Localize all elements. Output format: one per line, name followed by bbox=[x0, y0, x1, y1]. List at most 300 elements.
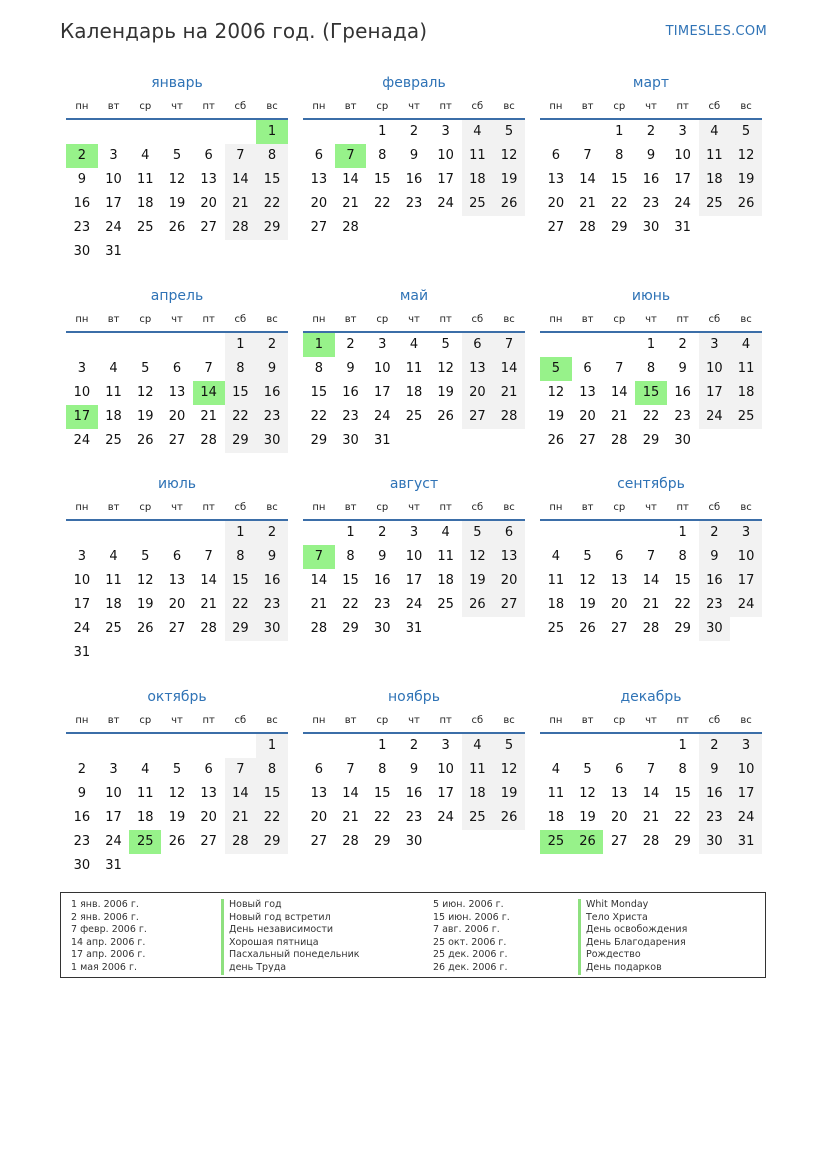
day-cell: 18 bbox=[547, 810, 565, 825]
month-1 bbox=[66, 72, 288, 264]
weekend-day: 12 bbox=[462, 545, 494, 569]
day-cell: 14 bbox=[642, 786, 660, 801]
weeks bbox=[540, 333, 762, 453]
week-row bbox=[303, 216, 525, 240]
day-cell: 16 bbox=[674, 385, 691, 400]
empty-cell bbox=[225, 120, 257, 144]
day-cell: 2 bbox=[409, 124, 419, 139]
weekday-label: чт bbox=[171, 502, 183, 513]
weekend-day: 26 bbox=[493, 806, 525, 830]
day-cell: 16 bbox=[342, 385, 359, 400]
weekend-day: 17 bbox=[699, 381, 731, 405]
day-cell: 8 bbox=[346, 549, 355, 564]
day-cell: 6 bbox=[615, 762, 624, 777]
weekend-day: 30 bbox=[256, 429, 288, 453]
day-cell: 29 bbox=[674, 621, 691, 636]
weekend-day: 18 bbox=[462, 168, 494, 192]
day-cell: 24 bbox=[437, 810, 454, 825]
weekend-day: 8 bbox=[225, 545, 257, 569]
empty-cell bbox=[193, 854, 225, 878]
day-cell: 22 bbox=[342, 597, 359, 612]
weekend-day: 25 bbox=[462, 192, 494, 216]
site-link[interactable]: TIMESLES.COM bbox=[665, 24, 767, 39]
empty-cell bbox=[161, 521, 193, 545]
weekend-day: 11 bbox=[462, 144, 494, 168]
empty-cell bbox=[462, 429, 494, 453]
weekend-day: 22 bbox=[256, 192, 288, 216]
day-cell: 24 bbox=[105, 834, 122, 849]
weekday-header bbox=[303, 497, 525, 521]
weekday-label: ср bbox=[139, 715, 152, 726]
empty-cell bbox=[161, 641, 193, 665]
day-cell: 22 bbox=[674, 597, 691, 612]
day-cell: 5 bbox=[172, 148, 182, 163]
weekend-day: 28 bbox=[493, 405, 525, 429]
day-cell: 19 bbox=[579, 810, 596, 825]
empty-cell bbox=[161, 120, 193, 144]
month-10 bbox=[66, 686, 288, 878]
day-cell: 20 bbox=[579, 409, 596, 424]
day-cell: 4 bbox=[409, 337, 419, 352]
day-cell: 3 bbox=[77, 549, 86, 564]
weekend-day: 13 bbox=[493, 545, 525, 569]
weekday-label: пн bbox=[312, 314, 326, 325]
day-cell: 6 bbox=[204, 762, 213, 777]
holiday-name: Whit Monday bbox=[578, 899, 687, 912]
holiday-day: 7 bbox=[335, 144, 367, 168]
empty-cell bbox=[161, 734, 193, 758]
empty-cell bbox=[98, 120, 130, 144]
weekend-day: 19 bbox=[730, 168, 762, 192]
day-cell: 23 bbox=[342, 409, 359, 424]
day-cell: 5 bbox=[441, 337, 450, 352]
day-cell: 27 bbox=[200, 834, 217, 849]
empty-cell bbox=[129, 333, 161, 357]
day-cell: 25 bbox=[136, 220, 154, 235]
empty-cell bbox=[493, 429, 525, 453]
legend-name-column bbox=[221, 899, 360, 975]
weekend-day: 21 bbox=[225, 806, 257, 830]
weekend-day: 26 bbox=[462, 593, 494, 617]
day-cell: 23 bbox=[73, 834, 91, 849]
weekday-label: чт bbox=[408, 715, 420, 726]
weekend-day: 29 bbox=[225, 429, 257, 453]
weekday-label: вс bbox=[503, 314, 515, 325]
day-cell: 26 bbox=[168, 220, 186, 235]
holiday-day: 15 bbox=[635, 381, 667, 405]
weekday-label: сб bbox=[471, 502, 484, 513]
day-cell: 3 bbox=[77, 361, 86, 376]
day-cell: 28 bbox=[200, 621, 217, 636]
weekday-label: вс bbox=[740, 715, 752, 726]
day-cell: 2 bbox=[77, 762, 86, 777]
day-cell: 1 bbox=[678, 525, 687, 540]
week-row bbox=[303, 120, 525, 144]
day-cell: 27 bbox=[610, 621, 628, 636]
day-cell: 3 bbox=[441, 738, 450, 753]
day-cell: 8 bbox=[378, 762, 387, 777]
day-cell: 18 bbox=[136, 196, 154, 211]
day-cell: 14 bbox=[642, 573, 660, 588]
weekend-day: 4 bbox=[699, 120, 731, 144]
weekend-day: 14 bbox=[225, 168, 257, 192]
week-row bbox=[303, 806, 525, 830]
day-cell: 15 bbox=[373, 172, 391, 187]
week-row bbox=[66, 429, 288, 453]
weekend-day: 17 bbox=[730, 569, 762, 593]
day-cell: 31 bbox=[674, 220, 691, 235]
weekend-day: 1 bbox=[225, 333, 257, 357]
week-row bbox=[303, 782, 525, 806]
weekday-label: ср bbox=[376, 101, 389, 112]
day-cell: 8 bbox=[678, 762, 687, 777]
week-row bbox=[540, 782, 762, 806]
month-9 bbox=[540, 473, 762, 665]
day-cell: 14 bbox=[579, 172, 596, 187]
page-title: Календарь на 2006 год. (Гренада) bbox=[60, 19, 428, 43]
weekend-day: 4 bbox=[462, 734, 494, 758]
day-cell: 17 bbox=[674, 172, 691, 187]
empty-cell bbox=[398, 216, 430, 240]
weeks bbox=[66, 333, 288, 453]
weekend-day: 29 bbox=[256, 830, 288, 854]
weekend-day: 2 bbox=[699, 521, 731, 545]
month-5 bbox=[303, 285, 525, 453]
empty-cell bbox=[66, 333, 98, 357]
day-cell: 12 bbox=[168, 786, 186, 801]
day-cell: 19 bbox=[437, 385, 454, 400]
empty-cell bbox=[129, 120, 161, 144]
weekday-label: ср bbox=[376, 314, 389, 325]
empty-cell bbox=[256, 240, 288, 264]
weeks bbox=[540, 734, 762, 854]
weekend-day: 27 bbox=[462, 405, 494, 429]
day-cell: 21 bbox=[642, 597, 660, 612]
weekday-label: вс bbox=[266, 502, 278, 513]
empty-cell bbox=[98, 521, 130, 545]
day-cell: 7 bbox=[583, 148, 592, 163]
weekday-label: сб bbox=[471, 715, 484, 726]
day-cell: 4 bbox=[109, 549, 118, 564]
day-cell: 30 bbox=[342, 433, 359, 448]
day-cell: 15 bbox=[610, 172, 628, 187]
empty-cell bbox=[730, 617, 762, 641]
weekend-day: 1 bbox=[225, 521, 257, 545]
empty-cell bbox=[225, 854, 257, 878]
weekday-label: пт bbox=[439, 502, 452, 513]
empty-cell bbox=[129, 240, 161, 264]
day-cell: 23 bbox=[73, 220, 91, 235]
day-cell: 30 bbox=[73, 858, 91, 873]
day-cell: 16 bbox=[73, 196, 91, 211]
day-cell: 13 bbox=[200, 172, 217, 187]
day-cell: 6 bbox=[314, 762, 323, 777]
day-cell: 30 bbox=[405, 834, 423, 849]
weeks bbox=[540, 120, 762, 240]
day-cell: 26 bbox=[437, 409, 454, 424]
day-cell: 24 bbox=[405, 597, 423, 612]
weekend-day: 24 bbox=[730, 593, 762, 617]
day-cell: 8 bbox=[378, 148, 387, 163]
month-row bbox=[66, 285, 762, 453]
day-cell: 2 bbox=[378, 525, 387, 540]
month-title: январь bbox=[151, 75, 203, 91]
weekday-header bbox=[540, 309, 762, 333]
week-row bbox=[66, 216, 288, 240]
week-row bbox=[303, 144, 525, 168]
weekend-day: 10 bbox=[699, 357, 731, 381]
day-cell: 12 bbox=[136, 573, 154, 588]
day-cell: 1 bbox=[615, 124, 624, 139]
empty-cell bbox=[66, 521, 98, 545]
holiday-day: 1 bbox=[256, 120, 288, 144]
weekday-label: сб bbox=[708, 715, 721, 726]
weekend-day: 9 bbox=[699, 758, 731, 782]
weekday-label: вт bbox=[344, 314, 357, 325]
week-row bbox=[540, 120, 762, 144]
empty-cell bbox=[129, 734, 161, 758]
weekend-day: 5 bbox=[462, 521, 494, 545]
empty-cell bbox=[161, 854, 193, 878]
day-cell: 7 bbox=[346, 762, 355, 777]
weekday-label: сб bbox=[234, 314, 247, 325]
month-2 bbox=[303, 72, 525, 264]
week-row bbox=[303, 830, 525, 854]
day-cell: 23 bbox=[405, 196, 423, 211]
day-cell: 27 bbox=[547, 220, 565, 235]
week-row bbox=[66, 144, 288, 168]
week-row bbox=[303, 168, 525, 192]
day-cell: 10 bbox=[437, 762, 454, 777]
day-cell: 29 bbox=[310, 433, 328, 448]
weeks bbox=[303, 734, 525, 854]
weekday-label: пт bbox=[202, 502, 215, 513]
weekday-label: чт bbox=[645, 715, 657, 726]
holiday-legend bbox=[60, 892, 766, 978]
day-cell: 4 bbox=[109, 361, 118, 376]
weekend-day: 22 bbox=[256, 806, 288, 830]
day-cell: 25 bbox=[405, 409, 423, 424]
day-cell: 17 bbox=[405, 573, 423, 588]
weekend-day: 15 bbox=[225, 381, 257, 405]
empty-cell bbox=[256, 641, 288, 665]
day-cell: 2 bbox=[678, 337, 687, 352]
day-cell: 21 bbox=[610, 409, 628, 424]
weekday-label: ср bbox=[139, 101, 152, 112]
empty-cell bbox=[462, 617, 494, 641]
day-cell: 10 bbox=[73, 573, 91, 588]
week-row bbox=[66, 569, 288, 593]
weekend-day: 6 bbox=[462, 333, 494, 357]
day-cell: 9 bbox=[77, 786, 86, 801]
day-cell: 13 bbox=[168, 573, 186, 588]
holiday-day: 7 bbox=[303, 545, 335, 569]
day-cell: 20 bbox=[200, 196, 217, 211]
empty-cell bbox=[398, 429, 430, 453]
empty-cell bbox=[303, 521, 335, 545]
empty-cell bbox=[129, 854, 161, 878]
day-cell: 25 bbox=[105, 621, 122, 636]
day-cell: 29 bbox=[373, 834, 391, 849]
weekend-day: 18 bbox=[699, 168, 731, 192]
empty-cell bbox=[635, 521, 667, 545]
week-row bbox=[66, 521, 288, 545]
weekend-day: 31 bbox=[730, 830, 762, 854]
weekend-day: 30 bbox=[699, 617, 731, 641]
weekday-header bbox=[66, 710, 288, 734]
weekend-day: 3 bbox=[699, 333, 731, 357]
month-title: июнь bbox=[631, 288, 671, 304]
weekday-label: пт bbox=[202, 101, 215, 112]
day-cell: 9 bbox=[646, 148, 656, 163]
empty-cell bbox=[66, 120, 98, 144]
day-cell: 9 bbox=[409, 762, 419, 777]
empty-cell bbox=[603, 333, 635, 357]
holiday-day: 2 bbox=[66, 144, 98, 168]
week-row bbox=[540, 545, 762, 569]
week-row bbox=[303, 357, 525, 381]
week-row bbox=[66, 782, 288, 806]
month-row bbox=[66, 72, 762, 264]
weekend-day: 4 bbox=[730, 333, 762, 357]
weekday-header bbox=[66, 497, 288, 521]
day-cell: 3 bbox=[678, 124, 687, 139]
day-cell: 27 bbox=[310, 834, 328, 849]
holiday-name: День освобождения bbox=[578, 924, 687, 937]
day-cell: 13 bbox=[200, 786, 217, 801]
weekday-label: вт bbox=[581, 715, 594, 726]
day-cell: 27 bbox=[168, 621, 186, 636]
day-cell: 3 bbox=[109, 762, 118, 777]
empty-cell bbox=[161, 333, 193, 357]
week-row bbox=[66, 357, 288, 381]
day-cell: 26 bbox=[136, 621, 154, 636]
weekend-day: 19 bbox=[462, 569, 494, 593]
empty-cell bbox=[193, 734, 225, 758]
weekday-label: вс bbox=[503, 715, 515, 726]
day-cell: 28 bbox=[642, 621, 660, 636]
week-row bbox=[303, 617, 525, 641]
weekend-day: 16 bbox=[699, 782, 731, 806]
weekday-label: вс bbox=[503, 101, 515, 112]
day-cell: 26 bbox=[168, 834, 186, 849]
weeks bbox=[540, 521, 762, 641]
empty-cell bbox=[430, 830, 462, 854]
day-cell: 19 bbox=[168, 810, 186, 825]
weekend-day: 28 bbox=[225, 216, 257, 240]
weekday-label: чт bbox=[171, 101, 183, 112]
weekday-label: чт bbox=[645, 502, 657, 513]
day-cell: 19 bbox=[547, 409, 565, 424]
week-row bbox=[66, 120, 288, 144]
day-cell: 7 bbox=[204, 361, 213, 376]
holiday-name: Хорошая пятница bbox=[221, 937, 360, 950]
month-12 bbox=[540, 686, 762, 878]
month-3 bbox=[540, 72, 762, 264]
day-cell: 19 bbox=[136, 597, 154, 612]
weekday-label: пн bbox=[312, 502, 326, 513]
weekend-day: 23 bbox=[256, 405, 288, 429]
day-cell: 13 bbox=[310, 786, 328, 801]
empty-cell bbox=[635, 734, 667, 758]
day-cell: 11 bbox=[105, 573, 122, 588]
day-cell: 16 bbox=[405, 172, 423, 187]
day-cell: 10 bbox=[105, 786, 122, 801]
weekday-label: чт bbox=[408, 101, 420, 112]
weekend-day: 16 bbox=[256, 569, 288, 593]
weekday-label: чт bbox=[645, 101, 657, 112]
day-cell: 22 bbox=[373, 810, 391, 825]
day-cell: 8 bbox=[646, 361, 656, 376]
weekday-label: сб bbox=[234, 101, 247, 112]
day-cell: 1 bbox=[678, 738, 687, 753]
week-row bbox=[540, 168, 762, 192]
holiday-day: 14 bbox=[193, 381, 225, 405]
week-row bbox=[66, 192, 288, 216]
day-cell: 7 bbox=[646, 549, 656, 564]
weekend-day: 18 bbox=[730, 381, 762, 405]
weekend-day: 9 bbox=[256, 545, 288, 569]
empty-cell bbox=[540, 521, 572, 545]
week-row bbox=[303, 545, 525, 569]
day-cell: 20 bbox=[610, 597, 628, 612]
day-cell: 12 bbox=[168, 172, 186, 187]
weekend-day: 11 bbox=[462, 758, 494, 782]
weekend-day: 7 bbox=[225, 144, 257, 168]
month-title: май bbox=[399, 288, 429, 304]
empty-cell bbox=[430, 216, 462, 240]
weekend-day: 30 bbox=[256, 617, 288, 641]
day-cell: 22 bbox=[674, 810, 691, 825]
day-cell: 13 bbox=[310, 172, 328, 187]
day-cell: 12 bbox=[579, 786, 596, 801]
weekend-day: 12 bbox=[730, 144, 762, 168]
day-cell: 19 bbox=[579, 597, 596, 612]
day-cell: 21 bbox=[342, 196, 359, 211]
week-row bbox=[66, 854, 288, 878]
day-cell: 13 bbox=[547, 172, 565, 187]
day-cell: 26 bbox=[579, 621, 596, 636]
weekend-day: 8 bbox=[256, 144, 288, 168]
weekend-day: 15 bbox=[256, 782, 288, 806]
weekend-day: 22 bbox=[225, 593, 257, 617]
weekday-label: сб bbox=[708, 502, 721, 513]
weekend-day: 5 bbox=[493, 734, 525, 758]
day-cell: 15 bbox=[342, 573, 359, 588]
weekday-label: чт bbox=[171, 715, 183, 726]
weekday-label: вт bbox=[344, 502, 357, 513]
empty-cell bbox=[129, 521, 161, 545]
empty-cell bbox=[225, 734, 257, 758]
day-cell: 30 bbox=[73, 244, 91, 259]
weekday-header bbox=[66, 96, 288, 120]
day-cell: 27 bbox=[168, 433, 186, 448]
week-row bbox=[540, 144, 762, 168]
weekday-label: сб bbox=[708, 314, 721, 325]
day-cell: 1 bbox=[378, 738, 387, 753]
day-cell: 6 bbox=[204, 148, 213, 163]
day-cell: 11 bbox=[547, 786, 565, 801]
day-cell: 30 bbox=[373, 621, 391, 636]
day-cell: 7 bbox=[204, 549, 213, 564]
empty-cell bbox=[335, 734, 367, 758]
weekend-day: 9 bbox=[699, 545, 731, 569]
holiday-date: 17 апр. 2006 г. bbox=[71, 949, 146, 961]
day-cell: 8 bbox=[615, 148, 624, 163]
empty-cell bbox=[303, 734, 335, 758]
day-cell: 5 bbox=[583, 762, 592, 777]
weekday-label: пн bbox=[75, 101, 89, 112]
